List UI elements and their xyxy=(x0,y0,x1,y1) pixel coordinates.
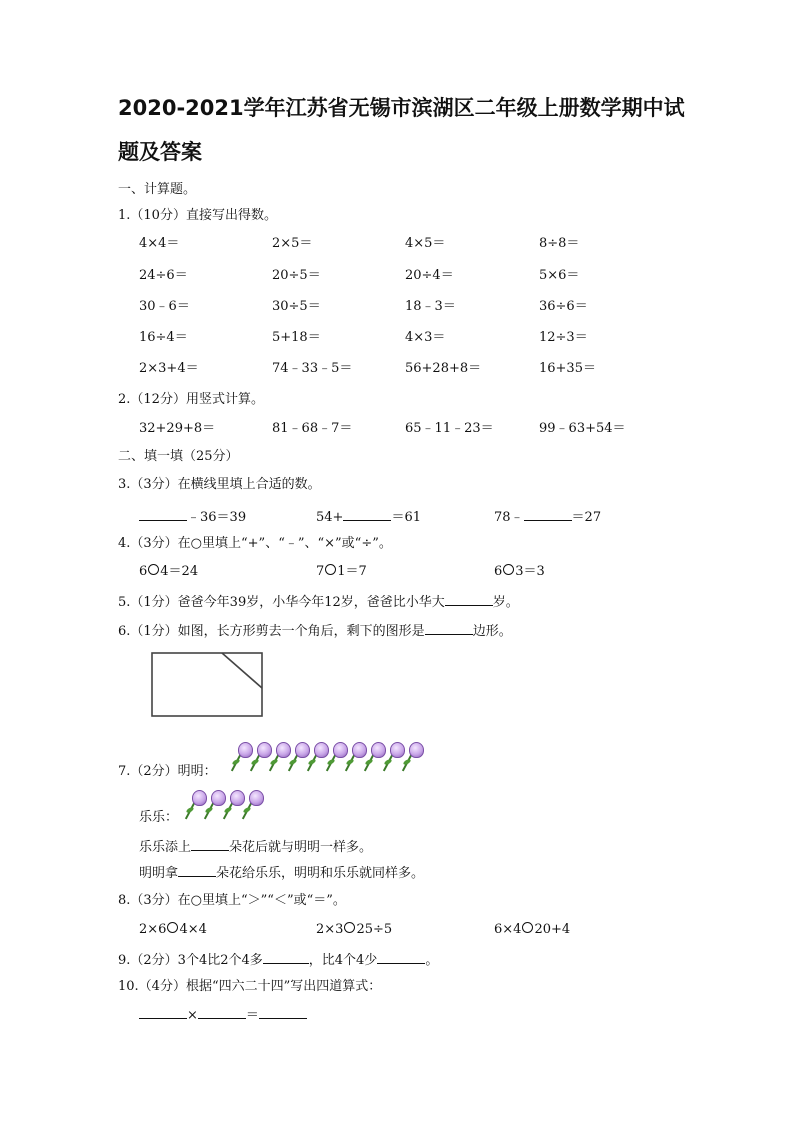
q1-r3-c1: 30﹣6＝ xyxy=(139,299,190,314)
q1-r5-c2: 74﹣33﹣5＝ xyxy=(272,361,353,376)
q1-r2-c2: 20÷5＝ xyxy=(272,268,321,283)
q4-c-right: 3＝3 xyxy=(515,564,545,579)
q9-middle: ，比4个4少 xyxy=(308,953,378,968)
q10-equals-sign: ＝ xyxy=(245,1008,259,1023)
tulip-flower-icon xyxy=(251,742,270,772)
section-2-heading: 二、填一填（25分） xyxy=(118,449,239,464)
q7-line2-prefix: 明明拿 xyxy=(139,866,179,881)
answer-blank[interactable] xyxy=(259,1004,307,1019)
answer-blank[interactable] xyxy=(445,591,493,606)
q4-part-b xyxy=(316,562,367,582)
question-5 xyxy=(118,591,519,613)
q2-item-3: 65﹣11﹣23＝ xyxy=(405,421,494,436)
q6-suffix: 边形。 xyxy=(472,624,512,639)
answer-circle[interactable] xyxy=(344,922,355,933)
tulip-flower-icon xyxy=(365,742,384,772)
q7-line-1 xyxy=(139,836,372,858)
q7-line1-suffix: 朵花后就与明明一样多。 xyxy=(229,840,373,855)
answer-blank[interactable] xyxy=(139,506,187,521)
q1-r1-c2: 2×5＝ xyxy=(272,236,313,251)
q1-r2-c1: 24÷6＝ xyxy=(139,268,188,283)
q2-item-4: 99﹣63+54＝ xyxy=(539,421,626,436)
q4-c-left: 6 xyxy=(494,564,503,579)
answer-blank[interactable] xyxy=(524,506,572,521)
q1-r3-c2: 30÷5＝ xyxy=(272,299,321,314)
answer-blank[interactable] xyxy=(377,949,425,964)
q8-a-right: 4×4 xyxy=(179,922,207,937)
q8-a-left: 2×6 xyxy=(139,922,167,937)
q8-part-c xyxy=(494,920,570,940)
tulip-flower-icon xyxy=(308,742,327,772)
q9-text: 9.（2分）3个4比2个4多 xyxy=(118,953,263,968)
cut-line xyxy=(222,653,262,688)
question-4-label: 4.（3分）在○里填上“+”、“﹣”、“×”或“÷”。 xyxy=(118,536,392,551)
tulip-flower-icon xyxy=(224,790,243,820)
answer-circle[interactable] xyxy=(503,564,514,575)
answer-circle[interactable] xyxy=(325,564,336,575)
q4-b-right: 1＝7 xyxy=(337,564,367,579)
answer-blank[interactable] xyxy=(178,862,216,877)
q4-a-left: 6 xyxy=(139,564,148,579)
q2-item-2: 81﹣68﹣7＝ xyxy=(272,421,353,436)
answer-blank[interactable] xyxy=(263,949,309,964)
q7-line-2 xyxy=(139,862,424,884)
q8-part-a xyxy=(139,920,207,940)
tulip-flower-icon xyxy=(243,790,262,820)
q1-r1-c1: 4×4＝ xyxy=(139,236,180,251)
q4-part-a xyxy=(139,562,198,582)
rectangle-outline xyxy=(152,653,262,716)
q8-c-right: 20+4 xyxy=(534,922,571,937)
q5-suffix: 岁。 xyxy=(492,595,519,610)
q7-lele-label: 乐乐： xyxy=(139,810,179,825)
lele-flowers xyxy=(186,790,262,820)
tulip-flower-icon xyxy=(186,790,205,820)
page-title-line-1: 2020-2021学年江苏省无锡市滨湖区二年级上册数学期中试 xyxy=(118,96,685,120)
tulip-flower-icon xyxy=(232,742,251,772)
question-9 xyxy=(118,949,438,971)
answer-circle[interactable] xyxy=(522,922,533,933)
q8-b-right: 25÷5 xyxy=(356,922,393,937)
question-10-label: 10.（4分）根据“四六二十四”写出四道算式： xyxy=(118,979,382,994)
q1-r1-c3: 4×5＝ xyxy=(405,236,446,251)
q1-r4-c4: 12÷3＝ xyxy=(539,330,588,345)
answer-blank[interactable] xyxy=(343,506,391,521)
answer-blank[interactable] xyxy=(198,1004,246,1019)
q5-text: 5.（1分）爸爸今年39岁，小华今年12岁，爸爸比小华大 xyxy=(118,595,445,610)
q8-c-left: 6×4 xyxy=(494,922,522,937)
question-3-label: 3.（3分）在横线里填上合适的数。 xyxy=(118,477,321,492)
question-8-label: 8.（3分）在○里填上“＞”“＜”或“＝”。 xyxy=(118,893,346,908)
q3-part-a xyxy=(139,506,246,528)
answer-blank[interactable] xyxy=(191,836,229,851)
q3-c-suffix: ＝27 xyxy=(571,510,602,525)
q1-r3-c3: 18﹣3＝ xyxy=(405,299,456,314)
q1-r2-c4: 5×6＝ xyxy=(539,268,580,283)
tulip-flower-icon xyxy=(384,742,403,772)
q3-part-b xyxy=(316,506,421,528)
q3-b-prefix: 54+ xyxy=(316,510,344,525)
q8-part-b xyxy=(316,920,392,940)
question-7-label: 7.（2分）明明： xyxy=(118,764,217,779)
q1-r1-c4: 8÷8＝ xyxy=(539,236,580,251)
q4-b-left: 7 xyxy=(316,564,325,579)
answer-blank[interactable] xyxy=(139,1004,187,1019)
q3-c-prefix: 78﹣ xyxy=(494,510,524,525)
question-6 xyxy=(118,620,512,642)
mingming-flowers xyxy=(232,742,422,772)
q3-a-text: ﹣36＝39 xyxy=(187,510,247,525)
q1-r2-c3: 20÷4＝ xyxy=(405,268,454,283)
page-title-line-2: 题及答案 xyxy=(118,140,202,164)
q3-b-suffix: ＝61 xyxy=(391,510,421,525)
q7-line2-suffix: 朵花给乐乐，明明和乐乐就同样多。 xyxy=(216,866,425,881)
tulip-flower-icon xyxy=(327,742,346,772)
question-2-label: 2.（12分）用竖式计算。 xyxy=(118,392,264,407)
q1-r4-c3: 4×3＝ xyxy=(405,330,446,345)
question-1-label: 1.（10分）直接写出得数。 xyxy=(118,208,277,223)
q2-item-1: 32+29+8＝ xyxy=(139,421,216,436)
q3-part-c xyxy=(494,506,601,528)
tulip-flower-icon xyxy=(289,742,308,772)
q8-b-left: 2×3 xyxy=(316,922,344,937)
q4-a-right: 4＝24 xyxy=(160,564,199,579)
tulip-flower-icon xyxy=(270,742,289,772)
section-1-heading: 一、计算题。 xyxy=(118,182,197,197)
q1-r3-c4: 36÷6＝ xyxy=(539,299,588,314)
tulip-flower-icon xyxy=(346,742,365,772)
q10-times-sign: × xyxy=(187,1008,198,1023)
q10-equation xyxy=(139,1004,307,1026)
q9-suffix: 。 xyxy=(425,953,439,968)
q7-line1-prefix: 乐乐添上 xyxy=(139,840,192,855)
q1-r4-c1: 16÷4＝ xyxy=(139,330,188,345)
q1-r5-c4: 16+35＝ xyxy=(539,361,596,376)
tulip-flower-icon xyxy=(403,742,422,772)
answer-circle[interactable] xyxy=(148,564,159,575)
q1-r4-c2: 5+18＝ xyxy=(272,330,321,345)
q4-part-c xyxy=(494,562,545,582)
tulip-flower-icon xyxy=(205,790,224,820)
answer-circle[interactable] xyxy=(167,922,178,933)
answer-blank[interactable] xyxy=(425,620,473,635)
q1-r5-c1: 2×3+4＝ xyxy=(139,361,199,376)
rectangle-cut-corner-figure xyxy=(150,651,265,719)
q1-r5-c3: 56+28+8＝ xyxy=(405,361,482,376)
q6-text: 6.（1分）如图，长方形剪去一个角后，剩下的图形是 xyxy=(118,624,425,639)
